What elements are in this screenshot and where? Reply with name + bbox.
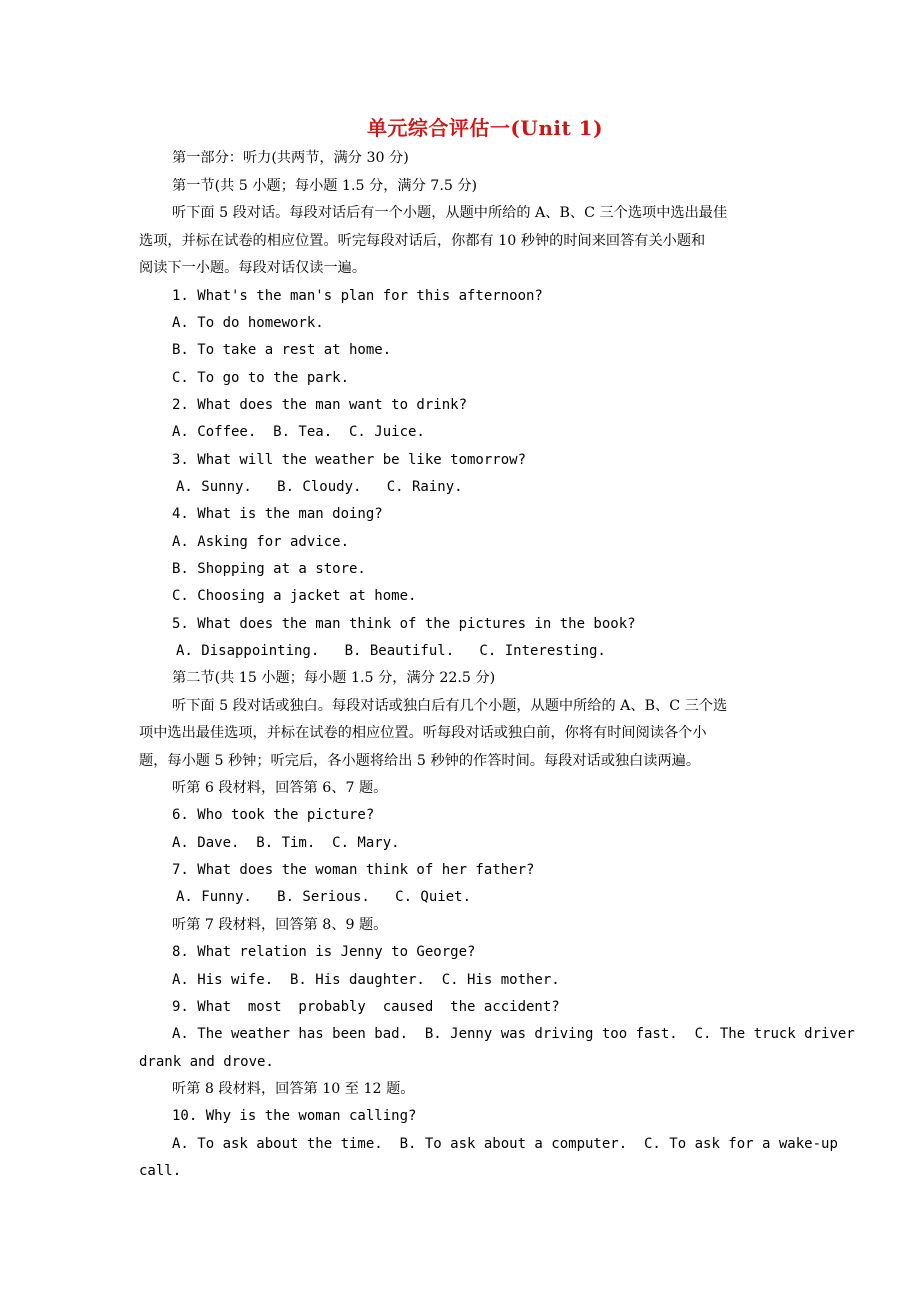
option: A. To do homework. [172, 315, 324, 331]
section-heading: 第一节(共 5 小题；每小题 1.5 分，满分 7.5 分) [172, 178, 478, 194]
option: C. To go to the park. [172, 370, 350, 386]
question: 8. What relation is Jenny to George? [172, 944, 476, 960]
options: A. To ask about the time. B. To ask about a computer. C. To ask for a wake-up [172, 1136, 838, 1152]
instructions-line: 项中选出最佳选项，并标在试卷的相应位置。听每段对话或独白前，你将有时间阅读各个小 [139, 725, 707, 741]
options: A. Coffee. B. Tea. C. Juice. [172, 424, 425, 440]
option: B. To take a rest at home. [172, 342, 392, 358]
question: 7. What does the woman think of her father? [172, 862, 535, 878]
instructions-line: 听下面 5 段对话。每段对话后有一个小题，从题中所给的 A、B、C 三个选项中选出最佳 [172, 205, 728, 221]
material-heading: 听第 7 段材料，回答第 8、9 题。 [172, 917, 388, 933]
page-title: 单元综合评估一(Unit 1) [366, 116, 604, 140]
question: 5. What does the man think of the pictures in the book? [172, 616, 636, 632]
options: A. His wife. B. His daughter. C. His mother. [172, 972, 560, 988]
question: 10. Why is the woman calling? [172, 1108, 417, 1124]
options: A. Disappointing. B. Beautiful. C. Interesting. [176, 643, 606, 659]
instructions-line: 听下面 5 段对话或独白。每段对话或独白后有几个小题，从题中所给的 A、B、C 三个选 [172, 698, 728, 714]
options: A. The weather has been bad. B. Jenny was driving too fast. C. The truck driver [172, 1026, 855, 1042]
options: A. Funny. B. Serious. C. Quiet. [176, 889, 472, 905]
material-heading: 听第 8 段材料，回答第 10 至 12 题。 [172, 1081, 415, 1097]
question: 4. What is the man doing? [172, 506, 383, 522]
question: 6. Who took the picture? [172, 807, 375, 823]
question: 2. What does the man want to drink? [172, 397, 468, 413]
question: 1. What's the man's plan for this afternoon? [172, 288, 543, 304]
question: 3. What will the weather be like tomorrow? [172, 452, 527, 468]
options-continued: call. [139, 1163, 182, 1179]
option: C. Choosing a jacket at home. [172, 588, 417, 604]
part-heading: 第一部分：听力(共两节，满分 30 分) [172, 150, 409, 166]
material-heading: 听第 6 段材料，回答第 6、7 题。 [172, 780, 388, 796]
instructions-line: 阅读下一小题。每段对话仅读一遍。 [139, 260, 367, 276]
options-continued: drank and drove. [139, 1054, 274, 1070]
options: A. Sunny. B. Cloudy. C. Rainy. [176, 479, 463, 495]
instructions-line: 题，每小题 5 秒钟；听完后，各小题将给出 5 秒钟的作答时间。每段对话或独白读两遍。 [139, 753, 701, 769]
option: A. Asking for advice. [172, 534, 350, 550]
instructions-line: 选项，并标在试卷的相应位置。听完每段对话后，你都有 10 秒钟的时间来回答有关小题和 [139, 233, 706, 249]
section-heading: 第二节(共 15 小题；每小题 1.5 分，满分 22.5 分) [172, 670, 496, 686]
option: B. Shopping at a store. [172, 561, 366, 577]
question: 9. What most probably caused the accident? [172, 999, 560, 1015]
options: A. Dave. B. Tim. C. Mary. [172, 835, 400, 851]
